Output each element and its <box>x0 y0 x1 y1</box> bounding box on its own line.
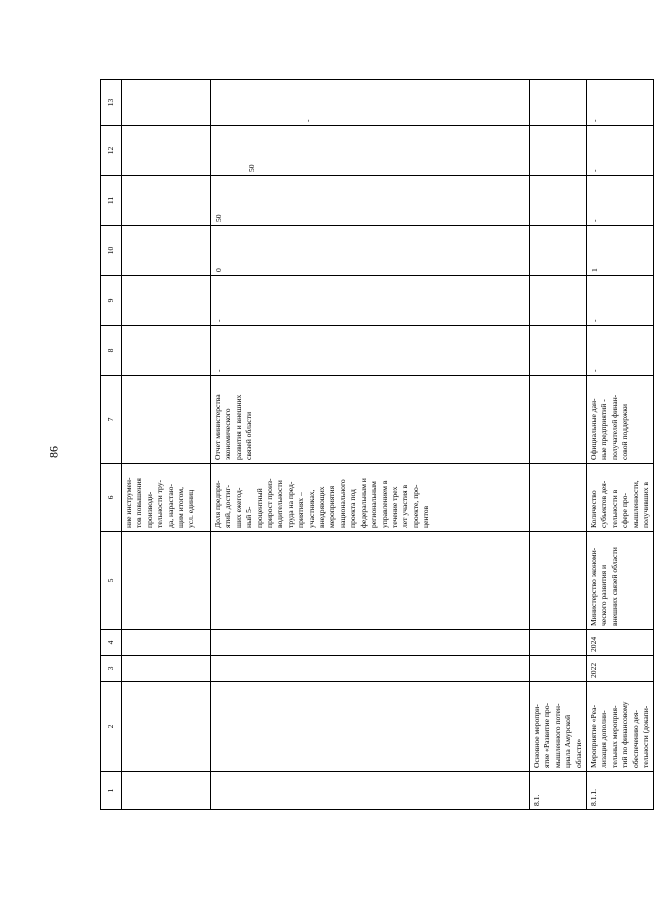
page-number: 86 <box>46 446 61 458</box>
cell-indicator: ние инструмен- тов повышения производи- тельности тру- да, нарастаю- щим итогом, усл. единиц <box>122 464 211 532</box>
cell-number <box>122 772 211 810</box>
cell-value <box>530 176 587 226</box>
header-cell: 8 <box>101 326 122 376</box>
cell-start-year <box>122 656 211 682</box>
rotated-table-wrapper <box>100 80 651 810</box>
cell-executor <box>530 532 587 630</box>
cell-start-year <box>530 656 587 682</box>
program-table <box>100 79 654 810</box>
header-cell: 7 <box>101 376 122 464</box>
header-cell: 5 <box>101 532 122 630</box>
cell-value: - <box>211 326 530 376</box>
cell-end-year <box>530 630 587 656</box>
cell-executor: Министерство экономи- ческого развития и внешних связей области <box>587 532 654 630</box>
cell-value: - <box>587 326 654 376</box>
cell-value <box>530 80 587 126</box>
cell-value: 1 <box>587 226 654 276</box>
cell-source <box>530 376 587 464</box>
cell-value: - <box>211 276 530 326</box>
cell-source <box>122 376 211 464</box>
cell-name: Мероприятие «Реа- лизация дополни- тельных мероприя- тий по финансовому обеспечению дея- тельности (докапи- <box>587 682 654 772</box>
table-row <box>530 80 587 810</box>
cell-name: Основное меропри- ятие «Развитие про- мышленного потен- циала Амурской области» <box>530 682 587 772</box>
cell-source: Официальные дан- ные предприятий - получателей финан- совой поддержки <box>587 376 654 464</box>
header-cell: 12 <box>101 126 122 176</box>
cell-executor <box>122 532 211 630</box>
cell-end-year <box>122 630 211 656</box>
cell-value: 0 <box>211 226 530 276</box>
header-cell: 9 <box>101 276 122 326</box>
cell-end-year <box>211 630 530 656</box>
header-cell: 4 <box>101 630 122 656</box>
cell-value: - <box>587 276 654 326</box>
cell-value <box>530 326 587 376</box>
cell-name <box>122 682 211 772</box>
cell-number: 8.1. <box>530 772 587 810</box>
header-cell: 1 <box>101 772 122 810</box>
cell-number <box>211 772 530 810</box>
cell-value: - <box>211 80 530 126</box>
cell-value <box>530 226 587 276</box>
cell-value <box>122 326 211 376</box>
cell-value <box>122 126 211 176</box>
cell-name <box>211 682 530 772</box>
cell-value: - <box>587 176 654 226</box>
header-cell: 10 <box>101 226 122 276</box>
header-cell: 13 <box>101 80 122 126</box>
header-cell: 6 <box>101 464 122 532</box>
cell-value <box>530 276 587 326</box>
cell-end-year: 2024 <box>587 630 654 656</box>
cell-value: 50 <box>211 126 530 176</box>
header-cell: 3 <box>101 656 122 682</box>
header-cell: 2 <box>101 682 122 772</box>
cell-value <box>122 226 211 276</box>
cell-start-year <box>211 656 530 682</box>
table-row <box>587 80 654 810</box>
table-row <box>122 80 211 810</box>
header-row <box>101 80 122 810</box>
cell-value <box>122 176 211 226</box>
cell-indicator: Количество субъектов дея- тельности в сфере про- мышленности, получивших в <box>587 464 654 532</box>
cell-value <box>122 80 211 126</box>
table-row <box>211 80 530 810</box>
cell-value <box>122 276 211 326</box>
header-cell: 11 <box>101 176 122 226</box>
cell-value: - <box>587 126 654 176</box>
cell-source: Отчет министерства экономического развития и внешних связей области <box>211 376 530 464</box>
cell-start-year: 2022 <box>587 656 654 682</box>
cell-number: 8.1.1. <box>587 772 654 810</box>
cell-executor <box>211 532 530 630</box>
cell-indicator <box>530 464 587 532</box>
cell-indicator: Доля предпри- ятий, достиг- ших ежегод- ный 5- процентный прирост произ- водительности труда на пред- приятиях – участниках, внедряющих мероприятия национального проекта под федеральным и региональным управлением в течение трех лет участия в проекте, про- центов <box>211 464 530 532</box>
cell-value: - <box>587 80 654 126</box>
cell-value: 50 <box>211 176 530 226</box>
cell-value <box>530 126 587 176</box>
